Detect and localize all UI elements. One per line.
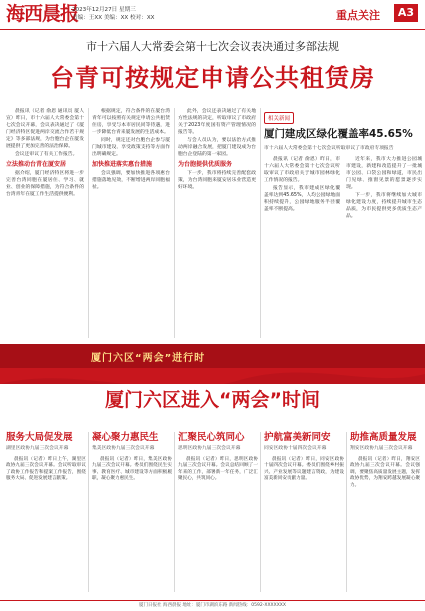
page-footer: 厦门日报社 海西晨报 地址：厦门市湖滨东路 新闻热线：0592-XXXXXXX: [0, 600, 425, 611]
column-divider: [174, 432, 175, 592]
page-number-badge: A3: [394, 4, 418, 22]
masthead: [0, 0, 425, 30]
district-body: [178, 457, 258, 483]
district-paragraph: 晨报讯（记者）昨日上午，湖里区政协九届三次会议开幕。会议听取审议了政协工作报告和提案工作报告，围绕服务大局、促进发展建言献策。: [6, 456, 86, 482]
district-paragraph: 晨报讯（记者）昨日，翔安区政协九届三次会议开幕。会议强调，要聚焦高质量发展主题，发挥政协优势，为翔安跨越发展凝心聚力。: [350, 456, 420, 488]
district-subtitle: 翔安区政协九届三次会议开幕: [350, 446, 413, 451]
lead-kicker: 市十六届人大常委会第十七次会议表决通过多部法规: [86, 40, 339, 53]
related-news-block: [264, 108, 422, 340]
district-column-tongan: [264, 432, 344, 483]
lead-paragraph: 会议强调，要加快推进各项惠台措施落地见效，不断增进两岸同胞福祉。: [92, 171, 170, 190]
district-headline: 护航富美新同安: [264, 432, 331, 443]
district-subtitle: 湖里区政协九届三次会议开幕: [6, 446, 69, 451]
district-paragraph: 晨报讯（记者）昨日，集美区政协九届三次会议开幕。委员们围绕民生实事、教育医疗、城市建设等方面积极履职，凝心聚力惠民生。: [92, 456, 172, 482]
district-headline: 凝心聚力惠民生: [92, 432, 159, 443]
district-body: [264, 457, 344, 483]
lead-subhead: 为台胞提供优质服务: [178, 161, 233, 168]
district-column-huli: [6, 432, 86, 483]
issue-meta: [72, 6, 155, 22]
feature-paragraph: 晨报讯（记者 俞恩）昨日，市十六届人大常委会第十七次会议听取审议了市政府关于城市园林绿化工作情况的报告。: [264, 157, 340, 183]
district-column-siming: [178, 432, 258, 483]
banner-tag: 厦门六区“两会”进行时: [91, 353, 206, 364]
district-headline: 服务大局促发展: [6, 432, 73, 443]
column-divider: [346, 432, 347, 592]
district-paragraph: 晨报讯（记者）昨日，同安区政协十届四次会议开幕。委员们围绕乡村振兴、产业发展等议题建言资政，为建设富美新同安贡献力量。: [264, 456, 344, 482]
district-column-xiangan: [350, 432, 420, 489]
newspaper-logo: 海西晨报: [6, 3, 79, 25]
lead-paragraph: 下一步，我市将持续完善配套政策，为台湾同胞来厦安居乐业营造更好环境。: [178, 171, 256, 190]
column-divider: [88, 108, 89, 338]
lead-column-2: [92, 108, 170, 338]
lead-subhead: 加快推进落实惠台措施: [92, 161, 153, 168]
banner-title-wrap: [0, 384, 425, 420]
lead-headline: 台青可按规定申请公共租赁房: [50, 64, 375, 92]
lead-paragraph: 会议还审议了有关工作报告。: [15, 152, 78, 157]
district-subtitle: 同安区政协十届四次会议开幕: [264, 446, 327, 451]
lead-column-1: [6, 108, 84, 338]
feature-column-1: [264, 156, 340, 338]
lead-paragraph: 据介绍，厦门经济特区将进一步完善台湾同胞在厦居住、学习、就业、创业的保障措施，为符合条件的台湾青年在厦工作生活提供便利。: [6, 171, 84, 197]
district-body: [350, 457, 420, 490]
feature-headline: 厦门建成区绿化覆盖率45.65%: [264, 128, 413, 140]
feature-paragraph: 报告显示，我市建成区绿化覆盖率达到45.65%，人均公园绿地面积持续提升，公园绿地服务半径覆盖率不断提高。: [264, 186, 340, 212]
lead-paragraph: 与会人员认为，要以法治方式推动两岸融合发展，把厦门建设成为台胞台企登陆的第一家园。: [178, 138, 256, 157]
editor-credits: 责编：王XX 美编：XX 校对：XX: [72, 15, 155, 21]
lead-paragraph: 根据规定，符合条件的在厦台湾青年可以按照有关规定申请公共租赁住房，享受与本市居民同等待遇，进一步降低台青来厦发展的生活成本。: [92, 109, 170, 135]
district-subtitle: 思明区政协九届三次会议开幕: [178, 446, 241, 451]
district-paragraph: 晨报讯（记者）昨日，思明区政协九届三次会议开幕。会议总结回顾了一年来的工作，部署新一年任务，广泛汇聚民心，共筑同心。: [178, 456, 258, 482]
lead-paragraph: 此外，会议还表决通过了有关地方性法规的决定，听取审议了市政府关于2023年度国有资产管理情况的报告等。: [178, 109, 256, 135]
section-title: 重点关注: [336, 9, 380, 22]
feature-column-2: [346, 156, 422, 338]
column-divider: [260, 432, 261, 592]
district-headline: 助推高质量发展: [350, 432, 417, 443]
lead-paragraph: 同时，规定还对台胞台企参与厦门城市建设、享受政策支持等方面作出明确规定。: [92, 138, 170, 157]
issue-date: 2023年12月27日 星期三: [72, 7, 136, 13]
feature-paragraph: 下一步，我市将继续加大城市绿化建设力度，持续提升城市生态品质，为市民提供更多优质生态产品。: [346, 193, 422, 219]
feature-subhead: 市十六届人大常委会第十七次会议听取审议了市政府专项报告: [264, 146, 394, 151]
related-news-badge: 相关新闻: [264, 112, 294, 124]
district-headline: 汇聚民心筑同心: [178, 432, 245, 443]
feature-paragraph: 近年来，我市大力推进公园城市建设，新建和改造提升了一批城市公园、口袋公园和绿道，市民出门见绿、推窗见景的愿景逐步实现。: [346, 157, 422, 190]
lead-subhead: 立法推动台青在厦安居: [6, 161, 67, 168]
lead-paragraph: 晨报讯（记者 俞恩 通讯员 厦人宣）昨日，市十六届人大常委会第十七次会议开幕，会议表决通过了《厦门经济特区促进两岸交流合作若干规定》等多部法规，为台胞台企在厦发展提供了更加完善的法治保障。: [6, 109, 84, 149]
district-subtitle: 集美区政协九届三次会议开幕: [92, 446, 155, 451]
lead-column-3: [178, 108, 256, 338]
column-divider: [174, 108, 175, 338]
district-body: [92, 457, 172, 483]
column-divider: [260, 108, 261, 338]
district-column-jimei: [92, 432, 172, 483]
district-body: [6, 457, 86, 483]
column-divider: [88, 432, 89, 592]
banner-title: 厦门六区进入“两会”时间: [105, 389, 320, 411]
